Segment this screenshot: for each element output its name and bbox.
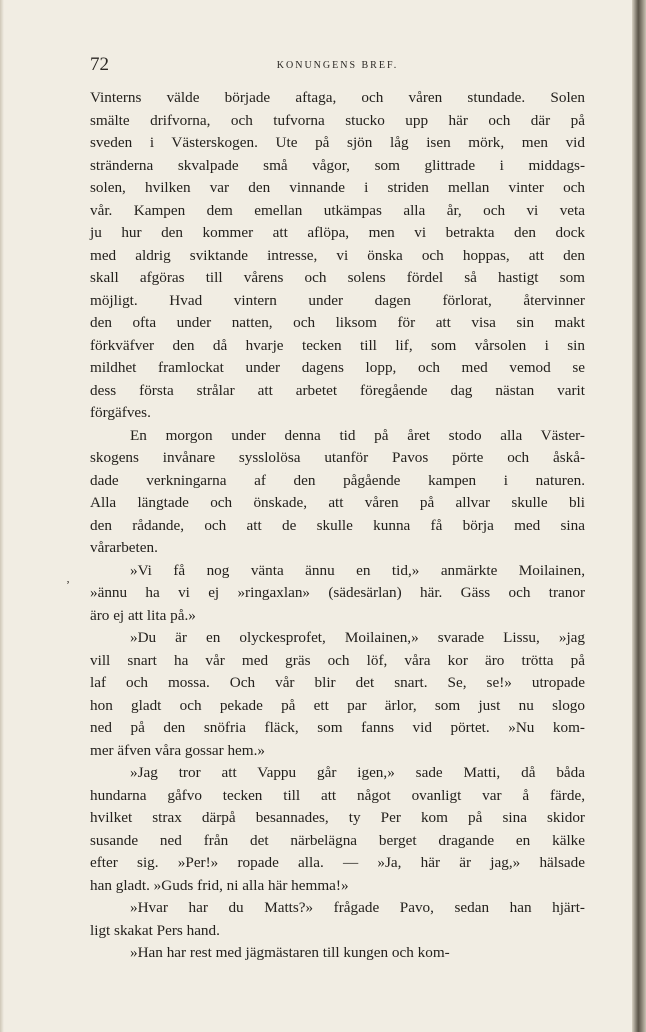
text-line: »Vi få nog vänta ännu en tid,» anmärkte Moilainen,: [130, 561, 585, 579]
text-line: smälte drifvorna, och tufvorna stucko upp här och där på: [90, 111, 585, 129]
text-line: »Han har rest med jägmästaren till kungen och kom-: [130, 944, 450, 961]
margin-mark: ʼ: [66, 578, 70, 592]
text-line: susande ned från det närbelägna berget dragande en kälke: [90, 831, 585, 849]
text-line: den rådande, och att de skulle kunna få börja med sina: [90, 516, 585, 534]
text-line: förgäfves.: [90, 404, 151, 421]
text-line: laf och mossa. Och vår blir det snart. Se, se!» utropade: [90, 674, 585, 691]
text-line: »Hvar har du Matts?» frågade Pavo, sedan han hjärt-: [130, 899, 585, 916]
text-line: hon gladt och pekade på ett par ärlor, som just nu slogo: [90, 696, 585, 714]
body-text: [90, 87, 585, 965]
paragraph: [90, 762, 585, 897]
text-line: solen, hvilken var den vinnande i striden mellan vinter och: [90, 179, 585, 196]
text-line: vill snart ha vår med gräs och löf, våra kor äro trötta på: [90, 651, 585, 669]
text-line: med aldrig sviktande intresse, vi önska och hoppas, att den: [90, 246, 585, 264]
paragraph: [90, 425, 585, 560]
text-line: »Jag tror att Vappu går igen,» sade Matti, då båda: [130, 764, 585, 781]
text-line: förkväfver den då hvarje tecken till lif, som vårsolen i sin: [90, 336, 585, 354]
text-line: den ofta under natten, och liksom för att visa sin makt: [90, 314, 585, 331]
paragraph: [90, 897, 585, 942]
page-left-edge: [0, 0, 4, 1032]
text-line: stränderna skvalpade små vågor, som glittrade i middags-: [90, 156, 585, 174]
text-line: hundarna gåfvo tecken till att något ovanligt var å färde,: [90, 786, 585, 804]
text-line: ju hur den kommer att aflöpa, men vi betrakta den dock: [90, 224, 585, 241]
text-line: vårarbeten.: [90, 539, 158, 556]
paragraph: [90, 942, 585, 965]
text-line: möjligt. Hvad vintern under dagen förlorat, återvinner: [90, 291, 585, 309]
text-line: han gladt. »Guds frid, ni alla här hemma!»: [90, 876, 349, 894]
paragraph: [90, 560, 585, 628]
text-line: mer äfven våra gossar hem.»: [90, 741, 266, 759]
text-line: Alla längtade och önskade, att våren på allvar skulle bli: [90, 494, 585, 511]
page-number: 72: [90, 54, 109, 75]
text-line: En morgon under denna tid på året stodo alla Väster-: [130, 426, 585, 444]
text-line: mildhet framlockat under dagens lopp, och med vemod se: [90, 359, 585, 376]
text-line: Vinterns välde började aftaga, och våren stundade. Solen: [90, 89, 585, 106]
text-line: ned på den snöfria fläck, som fanns vid pörtet. »Nu kom-: [90, 719, 585, 736]
text-line: dess första strålar att arbetet föregående dag nästan varit: [90, 381, 585, 399]
text-line: vår. Kampen dem emellan utkämpas alla år, och vi veta: [90, 201, 585, 219]
text-line: dade verkningarna af den pågående kampen i naturen.: [90, 471, 585, 489]
paragraph: [90, 87, 585, 425]
paragraph: [90, 627, 585, 762]
page-gutter-shadow: [632, 0, 646, 1032]
text-line: »Du är en olyckesprofet, Moilainen,» svarade Lissu, »jag: [130, 629, 585, 646]
running-head: KONUNGENS BREF.: [276, 60, 399, 71]
text-line: »ännu ha vi ej »ringaxlan» (sädesärlan) här. Gäss och tranor: [90, 584, 585, 601]
text-line: efter sig. »Per!» ropade alla. — »Ja, här är jag,» hälsade: [90, 854, 585, 871]
text-line: hvilket strax därpå besannades, ty Per kom på sina skidor: [90, 809, 585, 826]
text-line: skogens invånare sysslolösa utanför Pavos pörte och åskå-: [90, 449, 585, 466]
text-line: ligt skakat Pers hand.: [90, 921, 220, 939]
page-header: [90, 54, 585, 78]
text-line: äro ej att lita på.»: [90, 606, 196, 624]
text-line: sveden i Västerskogen. Ute på sjön låg isen mörk, men vid: [90, 134, 585, 151]
text-line: skall afgöras till vårens och solens fördel så hastigt som: [90, 269, 585, 286]
